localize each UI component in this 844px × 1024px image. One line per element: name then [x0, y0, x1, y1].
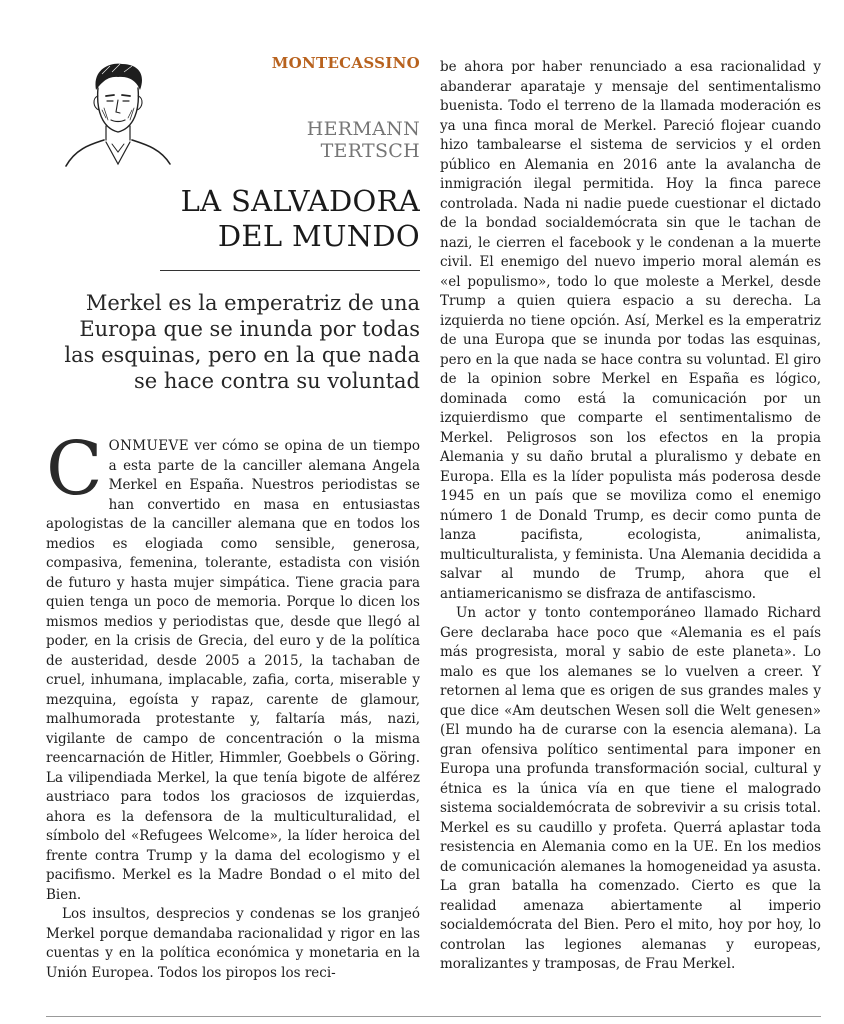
headline-divider	[160, 270, 420, 271]
drop-cap: C	[46, 426, 103, 512]
headline	[160, 184, 420, 254]
paragraph-1-text: ver cómo se opina de un tiempo a esta parte de la canciller alemana Angela Merkel en España. Nuestros periodistas se han convertido en masa en entusiastas apologistas de la canciller alemana que en todos los medios es elogiada como sensible, generosa, compasiva, femenina, tolerante, estadista con visión de futuro y hasta mujer simpática. Tiene gracia para quien tenga un poco de memoria. Porque lo dicen los mismos medios y periodistas que, desde que llegó al poder, en la crisis de Grecia, del euro y de la política de austeridad, desde 2005 a 2015, la tachaban de cruel, inhumana, implacable, zafia, corta, miserable y mezquina, egoísta y rapaz, carente de glamour, malhumorada protestante y, faltaría más, nazi, vigilante de campo de concentración o la misma reencarnación de Hitler, Himmler, Goebbels o Göring. La vilipendiada Merkel, la que tenía bigote de alférez austriaco para todos los graciosos de izquierdas, ahora es la defensora de la multiculturalidad, el símbolo del «Refugees Welcome», la líder heroica del frente contra Trump y la dama del ecologismo y el pacifismo. Merkel es la Madre Bondad o el mito del Bien.	[46, 438, 420, 903]
author-byline	[240, 118, 420, 162]
lead-in-caps: ONMUEVE	[108, 438, 189, 454]
body-paragraph-2-start: Los insultos, desprecios y condenas se los granjeó Merkel porque demandaba racionalidad y rigor en las cuentas y en la política económica y monetaria en la Unión Europea. Todos los piropos los reci-	[46, 906, 420, 981]
bottom-divider	[46, 1016, 821, 1017]
body-column-left	[46, 426, 420, 983]
author-last-name: TERTSCH	[320, 140, 420, 162]
body-paragraph-2-continued: be ahora por haber renunciado a esa racionalidad y abanderar aparataje y mensaje del sentimentalismo buenista. Todo el terreno de la llamada moderación es ya una finca moral de Merkel. Pareció flojear cuando hizo tambalearse el sistema de servicios y el orden público en Alemania en 2016 ante la avalancha de inmigración ilegal permitida. Hoy la finca parece controlada. Nada ni nadie puede cuestionar el dictado de la bondad socialdemócrata sin que le tachan de nazi, le cierren el facebook y le condenan a la muerte civil. El enemigo del nuevo imperio moral alemán es «el populismo», todo lo que moleste a Merkel, desde Trump a quien quiera espacio a su derecha. La izquierda no tiene opción. Así, Merkel es la emperatriz de una Europa que se inunda por todas las esquinas, pero en la que nada se hace contra su voluntad. El giro de la opinion sobre Merkel en España es lógico, dominada como está la comunicación por un izquierdismo que comparte el sentimentalismo de Merkel. Peligrosos son los efectos en la propia Alemania y su daño brutal a pluralismo y debate en Europa. Ella es la líder populista más poderosa desde 1945 en un país que se moviliza como el enemigo número 1 de Donald Trump, es decir como punta de lanza pacifista, ecologista, animalista, multiculturalista, y feminista. Una Alemania decidida a salvar al mundo de Trump, ahora que el antiamericanismo se disfraza de antifascismo.	[440, 59, 821, 602]
author-first-name: HERMANN	[306, 118, 420, 140]
headline-line-1: LA SALVADORA	[180, 184, 420, 218]
article-deck: Merkel es la emperatriz de una Europa que se inunda por todas las esquinas, pero en la que nada se hace contra su voluntad	[64, 291, 420, 393]
author-portrait	[62, 60, 174, 168]
section-label: MONTECASSINO	[271, 54, 420, 72]
headline-line-2: DEL MUNDO	[217, 219, 420, 253]
body-column-right	[440, 58, 821, 975]
body-paragraph-1	[46, 426, 420, 905]
body-paragraph-3: Un actor y tonto contemporáneo llamado Richard Gere declaraba hace poco que «Alemania es el país más progresista, moral y sabio de este planeta». Lo malo es que los alemanes se lo vuelven a creer. Y retornen al lema que es origen de sus grandes males y que dice «Am deutschen Wesen soll die Welt genesen» (El mundo ha de curarse con la esencia alemana). La gran ofensiva político sentimental para imponer en Europa una profunda transformación social, cultural y étnica es la única vía en que tiene el malogrado sistema socialdemócrata de sobrevivir a su crisis total. Merkel es su caudillo y profeta. Querrá aplastar toda resistencia en Alemania como en la UE. En los medios de comunicación alemanes la homogeneidad ya asusta. La gran batalla ha comenzado. Cierto es que la realidad amenaza abiertamente al imperio socialdemócrata del Bien. Pero el mito, hoy por hoy, lo controlan las legiones alemanas y europeas, moralizantes y tramposas, de Frau Merkel.	[440, 605, 821, 972]
